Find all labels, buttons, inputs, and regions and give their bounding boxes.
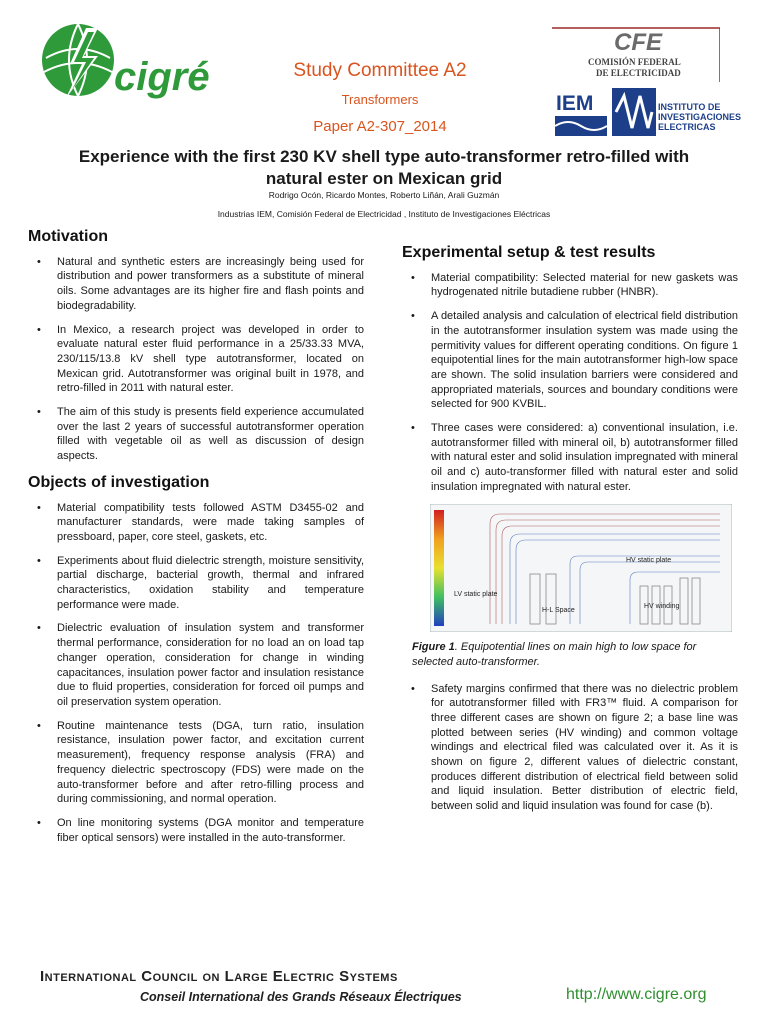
figure-caption-text: . Equipotential lines on main high to low space for selected auto-transformer. — [412, 640, 697, 668]
list-item: • Dielectric evaluation of insulation system and transformer thermal performance, consideration for no load an on load tap changer operation, consideration for change in winding capacitances, insulation power factor and insulation resistance due to fluid properties, consideration for forced oil pumps and oil preservation system operation. — [37, 622, 364, 708]
objects-list — [28, 501, 364, 846]
paper-affiliations: Industrias IEM, Comisión Federal de Electricidad , Instituto de Investigaciones Eléctricas — [217, 209, 551, 219]
cigre-logo — [36, 18, 226, 118]
objects-heading: Objects of investigation — [28, 473, 210, 491]
figure-caption — [412, 640, 738, 670]
svg-text:CFE: CFE — [614, 29, 662, 56]
list-item: • Material compatibility: Selected material for new gaskets was hydrogenated nitrile butadiene rubber (HNBR). — [411, 271, 738, 299]
experimental-list-2 — [402, 682, 738, 814]
experimental-list — [402, 271, 738, 495]
list-item: • The aim of this study is presents field experience accumulated over the last 2 years of successful autotransformer operation filled with vegetable oil as well as discussion of design aspects. — [37, 406, 364, 463]
list-item: • Routine maintenance tests (DGA, turn ratio, insulation resistance, insulation power factor, and excitation current measurement), frequency response analysis (FRA) and frequency dielectric spectroscopy (FDS) were made on the auto-transformer before and after retro-filling process and during commissioning, and normal operation. — [37, 719, 364, 806]
footer-council-name: International Council on Large Electric Systems — [40, 968, 398, 985]
right-column — [402, 244, 738, 823]
committee-subtitle: Transformers — [341, 92, 419, 107]
hl-space-label: H-L Space — [542, 606, 575, 614]
svg-text:IEM: IEM — [556, 92, 594, 115]
list-item: • On line monitoring systems (DGA monitor and temperature fiber optical sensors) were installed in the auto-transformer. — [37, 816, 364, 844]
iie-name: INSTITUTO DE INVESTIGACIONES ELECTRICAS — [658, 102, 742, 132]
cigre-wordmark: cigré — [114, 55, 210, 99]
list-item: • Material compatibility tests followed ASTM D3455-02 and manufacturer standards, were made taking samples of pressboard, paper, core steel, gaskets, etc. — [37, 501, 364, 543]
motivation-list — [28, 255, 364, 464]
footer-council-name-fr: Conseil International des Grands Réseaux Électriques — [140, 990, 462, 1004]
paper-authors: Rodrigo Ocón, Ricardo Montes, Roberto Liñán, Arali Guzmán — [268, 190, 500, 200]
list-item: • Experiments about fluid dielectric strength, moisture sensitivity, partial discharge, bacterial growth, thermal and infrared characteristics, oxidation stability and temperature performance were made. — [37, 554, 364, 611]
cfe-logo — [552, 26, 720, 84]
list-item: • Natural and synthetic esters are increasingly being used for distribution and power transformers as a substitute of mineral oils. Some advantages are its higher fire and flash points and biodegradability. — [37, 255, 364, 312]
cigre-website-link[interactable]: http://www.cigre.org — [566, 986, 707, 1003]
globe-icon — [42, 24, 114, 98]
list-item: • A detailed analysis and calculation of electrical field distribution in the autotransformer insulation system was made using the permitivity values for different operating conditions. On figure 1 equipotential lines for the main autotransformer high-low space are shown. The solid insulation barriers were considered and appropriated materials, sources and boundary conditions were selected for 900 KVBIL. — [411, 310, 738, 411]
experimental-heading: Experimental setup & test results — [402, 244, 656, 261]
color-scale-bar — [434, 510, 444, 626]
paper-number: Paper A2-307_2014 — [313, 118, 447, 135]
list-item: • Safety margins confirmed that there was no dielectric problem for autotransformer filled with FR3™ fluid. A comparison for three different cases are shown on figure 2; a base line was plotted between series (HV winding) and common voltage windings and electrical filed was calculated over it. As it is shown on figure 2, different values of dielectric constant, produces different distribution of electrical field between solid and liquid insulation. Better distribution of electric field, between solid and liquid insulation was found for case (b). — [411, 682, 738, 813]
hv-winding-label: HV winding — [644, 602, 680, 610]
motivation-heading: Motivation — [28, 228, 108, 245]
iem-logo — [555, 88, 607, 136]
figure-caption-label: Figure 1 — [412, 640, 455, 653]
list-item: • In Mexico, a research project was developed in order to evaluate natural ester fluid performance in a 25/33.33 MVA, 230/115/13.8 kV shell type autotransformer, located on Mexican grid. Autotransformer was original built in 1978, and retro-filled in 2011 with natural ester. — [37, 323, 364, 395]
list-item: • Three cases were considered: a) conventional insulation, i.e. autotransformer filled with mineral oil, b) autotransformer filled with natural ester and solid insulation impregnated with mineral oil and c) auto-transformer filled with natural ester and solid insulation impregnated with natural ester. — [411, 422, 738, 493]
left-column — [28, 228, 364, 854]
paper-title: Experience with the first 230 KV shell type auto-transformer retro-filled with natural ester on Mexican grid — [78, 147, 690, 188]
svg-text:DE ELECTRICIDAD: DE ELECTRICIDAD — [596, 68, 681, 78]
svg-text:COMISIÓN FEDERAL: COMISIÓN FEDERAL — [588, 57, 681, 67]
equipotential-figure — [430, 504, 732, 632]
iie-logo — [612, 88, 656, 136]
committee-title: Study Committee A2 — [293, 60, 467, 81]
hv-static-label: HV static plate — [626, 556, 672, 564]
lv-static-label: LV static plate — [454, 590, 498, 598]
